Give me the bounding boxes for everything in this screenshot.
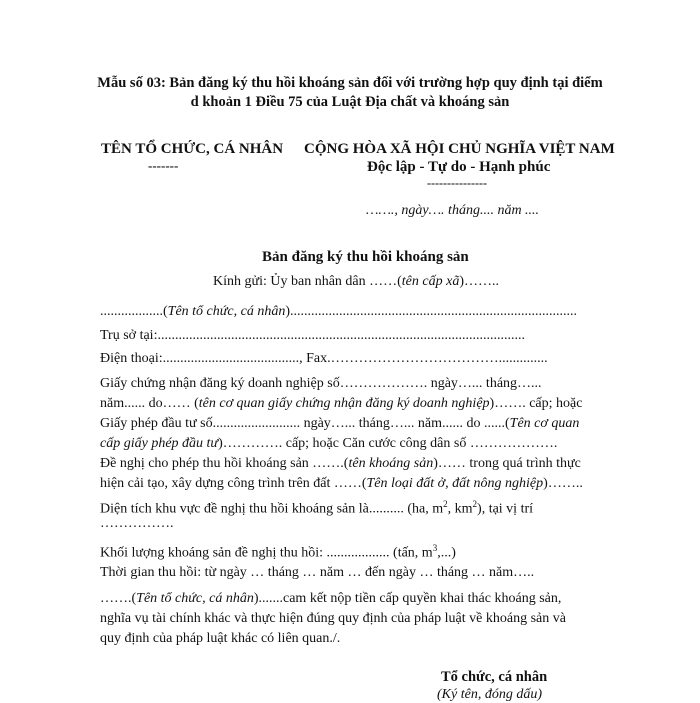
license-line-1: Giấy chứng nhận đăng ký doanh nghiệp số………………. ngày…... tháng…... (100, 376, 542, 391)
time-line: Thời gian thu hồi: từ ngày … tháng … năm … đến ngày … tháng … năm….. (100, 565, 535, 580)
area-line-1: Diện tích khu vực đề nghị thu hồi khoáng sản là.......... (ha, $m^2$, $km^2$), tại vị trí (100, 499, 534, 517)
phone-fax-line: Điện thoại:......................................., Fax.……………………………….............. (100, 351, 548, 366)
template-title-line-2: d khoản 1 Điều 75 của Luật Địa chất và khoáng sản (190, 94, 510, 110)
volume-line: Khối lượng khoáng sản đề nghị thu hồi: .................. (tấn, $m^3$,...) (100, 543, 456, 561)
motto: Độc lập - Tự do - Hạnh phúc (367, 159, 551, 175)
commit-line-1: …….(Tên tổ chức, cá nhân).......cam kết nộp tiền cấp quyền khai thác khoáng sản, (100, 591, 562, 606)
request-line-2: hiện cải tạo, xây dựng công trình trên đất ……(Tên loại đất ở, đất nông nghiệp)…….. (100, 476, 583, 491)
greeting: Kính gửi: Ủy ban nhân dân ……(tên cấp xã)…….. (213, 274, 499, 289)
template-title-line-1: Mẫu số 03: Bản đăng ký thu hồi khoáng sản đối với trường hợp quy định tại điểm (97, 75, 603, 91)
org-name-label: TÊN TỔ CHỨC, CÁ NHÂN (101, 141, 284, 157)
license-line-4: cấp giấy phép đầu tư)…………. cấp; hoặc Căn cước công dân số ………………. (100, 436, 558, 451)
motto-rule: --------------- (427, 176, 487, 190)
applicant-name-line: ..................(Tên tổ chức, cá nhân).................................................................................. (100, 304, 578, 319)
request-line-1: Đề nghị cho phép thu hồi khoáng sản …….(tên khoáng sản)…… trong quá trình thực (100, 456, 581, 471)
date-line: ……., ngày…. tháng.... năm .... (366, 203, 540, 218)
commit-line-3: quy định của pháp luật khác có liên quan./. (100, 631, 341, 646)
office-address-line: Trụ sở tại:......................................................................................................... (100, 328, 525, 343)
country-name: CỘNG HÒA XÃ HỘI CHỦ NGHĨA VIỆT NAM (304, 141, 615, 157)
license-line-2: năm...... do…… (tên cơ quan giấy chứng nhận đăng ký doanh nghiệp)……. cấp; hoặc (100, 396, 583, 411)
signature-note: (Ký tên, đóng dấu) (437, 687, 542, 702)
commit-line-2: nghĩa vụ tài chính khác và thực hiện đúng quy định của pháp luật về khoáng sản và (100, 611, 566, 626)
area-line-2: ……………. (100, 516, 174, 531)
form-title: Bản đăng ký thu hồi khoáng sản (262, 249, 469, 265)
org-divider: ------- (148, 158, 179, 173)
signature-title: Tổ chức, cá nhân (441, 669, 548, 685)
license-line-3: Giấy phép đầu tư số......................... ngày…... tháng…... năm...... do ......(Tên cơ quan (100, 416, 580, 431)
